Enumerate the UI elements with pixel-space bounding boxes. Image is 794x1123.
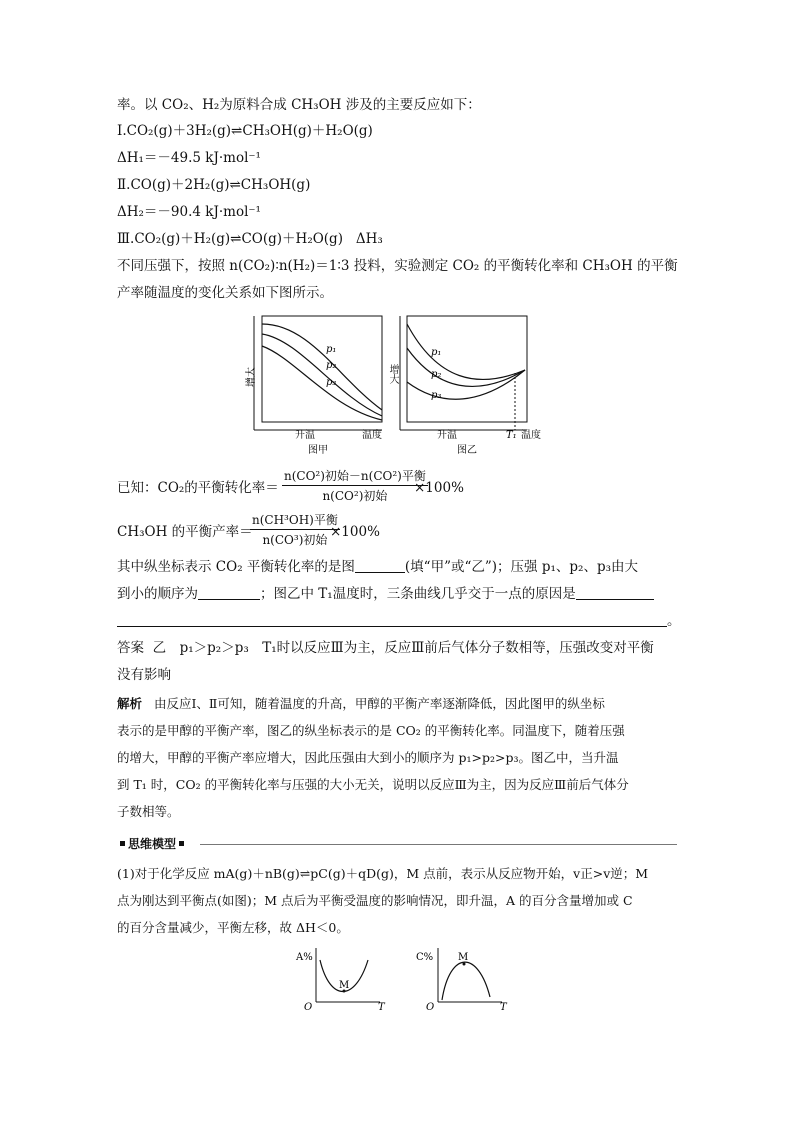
m-label: M [339,980,350,991]
question-line-3 [117,611,681,631]
x-end-label: 温度 [362,430,382,441]
x-label: 升温 [295,430,315,441]
figure-a [240,310,390,460]
curve-p1 [262,324,382,410]
answer-line-2: 没有影响 [117,667,171,683]
reaction-dh: ΔH₃ [355,231,383,247]
analysis-label: 解析 [117,696,143,711]
label-p1: p₁ [326,344,337,355]
formula-1-fraction [282,467,428,504]
question-text: (填“甲”或“乙”)；压强 p₁、p₂、p₃由大 [404,559,638,575]
section-title: 思维模型 [128,837,177,851]
analysis-line: 到 T₁ 时，CO₂ 的平衡转化率与压强的大小无关，说明以反应Ⅲ为主，因为反应Ⅲ前后气体分 [117,777,629,792]
curve-p3 [262,346,382,420]
analysis-text: 由反应Ⅰ、Ⅱ可知，随着温度的升高，甲醇的平衡产率逐渐降低，因此图甲的纵坐标 [153,696,605,711]
formula-2-suffix: ×100% [330,524,380,540]
analysis-line: 子数相等。 [117,804,180,819]
answer-label: 答案 [117,640,144,656]
figure-b [397,310,557,460]
reaction-3 [117,229,383,249]
y-label: 增大 [246,367,257,387]
question-line-1 [117,557,638,577]
y-label: C% [416,952,434,963]
square-icon [120,841,125,846]
x-label: T [378,1002,385,1012]
label-p2: p₂ [326,360,337,371]
curve-p2 [262,334,382,416]
graph-c-percent [412,942,512,1012]
reaction-equation: CO₂(g)＋H₂(g)⇌CO(g)＋H₂O(g) [134,231,343,247]
label-p3: p₃ [326,377,337,388]
t1-label: T₁ [506,430,517,441]
curve-p1 [407,324,525,379]
x-label: T [500,1002,507,1012]
x-end-label: 温度 [521,430,541,441]
x-label: 升温 [437,430,457,441]
formula-1-denominator: n(CO²)初始 [322,489,388,503]
caption: 图甲 [308,445,328,456]
reaction-label: Ⅲ. [117,231,135,247]
formula-2-denominator: n(CO³)初始 [262,533,328,547]
answer-blank-2[interactable] [198,585,260,600]
curve-p2 [407,348,525,386]
model-line: (1)对于化学反应 mA(g)＋nB(g)⇌pC(g)＋qD(g)，M 点前，表示从反应物开始，v正>v逆；M [117,866,649,881]
reaction-equation: CO(g)＋2H₂(g)⇌CH₃OH(g) [130,177,311,193]
figure-b-frame [407,316,527,422]
question-text: 。 [667,613,681,629]
figure-b-y-label: 增大 [387,364,398,384]
curve-p3 [407,370,525,399]
reaction-1-dh: ΔH₁＝－49.5 kJ·mol⁻¹ [117,150,261,166]
reaction-2-dh: ΔH₂＝－90.4 kJ·mol⁻¹ [117,204,261,220]
reaction-label: Ⅰ. [117,123,127,139]
answer-line [117,638,654,658]
question-text: ；图乙中 T₁温度时，三条曲线几乎交于一点的原因是 [260,586,576,602]
question-line-2 [117,584,654,604]
answer-blank-3-cont[interactable] [117,612,667,627]
formula-2-prefix: CH₃OH 的平衡产率＝ [117,524,253,540]
section-divider [200,844,677,845]
paragraph-line: 产率随温度的变化关系如下图所示。 [117,285,333,301]
curve [442,962,490,1000]
reaction-label: Ⅱ. [117,177,131,193]
model-line: 点为刚达到平衡点(如图)；M 点后为平衡受温度的影响情况，即升温，A 的百分含量增加或 C [117,893,633,908]
formula-1-prefix: 已知：CO₂的平衡转化率＝ [117,480,279,496]
question-text: 其中纵坐标表示 CO₂ 平衡转化率的是图 [117,559,355,575]
formula-2-numerator: n(CH³OH)平衡 [250,511,340,530]
formula-2-fraction [250,511,340,548]
section-header [117,835,187,852]
label-p1: p₁ [431,347,442,358]
graph-a-percent [290,942,390,1012]
analysis-line: 表示的是甲醇的平衡产率，图乙的纵坐标表示的是 CO₂ 的平衡转化率。同温度下，随着压强 [117,723,625,738]
model-line: 的百分含量减少，平衡左移，故 ΔH＜0。 [117,920,349,935]
reaction-equation: CO₂(g)＋3H₂(g)⇌CH₃OH(g)＋H₂O(g) [126,123,373,139]
square-icon [179,841,184,846]
m-label: M [458,952,469,963]
answer-text: 乙 p₁＞p₂＞p₃ T₁时以反应Ⅲ为主，反应Ⅲ前后气体分子数相等，压强改变对平衡 [152,640,654,656]
y-label: A% [296,952,313,963]
formula-1-suffix: ×100% [414,480,464,496]
origin-label: O [304,1002,313,1012]
label-p2: p₂ [431,369,442,380]
answer-blank-3[interactable] [576,585,654,600]
answer-blank-1[interactable] [355,558,405,573]
intro-line: 率。以 CO₂、H₂为原料合成 CH₃OH 涉及的主要反应如下： [117,97,481,113]
analysis-line: 的增大，甲醇的平衡产率应增大，因此压强由大到小的顺序为 p₁>p₂>p₃。图乙中，当升温 [117,750,619,765]
analysis-line [117,694,605,714]
label-p3: p₃ [431,390,442,401]
formula-1-numerator: n(CO²)初始－n(CO²)平衡 [282,467,428,486]
caption: 图乙 [457,445,477,456]
question-text: 到小的顺序为 [117,586,198,602]
reaction-1 [117,121,373,141]
reaction-2 [117,175,310,195]
origin-label: O [426,1002,435,1012]
paragraph-line: 不同压强下，按照 n(CO₂)∶n(H₂)＝1∶3 投料，实验测定 CO₂ 的平衡转化率和 CH₃OH 的平衡 [117,258,678,274]
